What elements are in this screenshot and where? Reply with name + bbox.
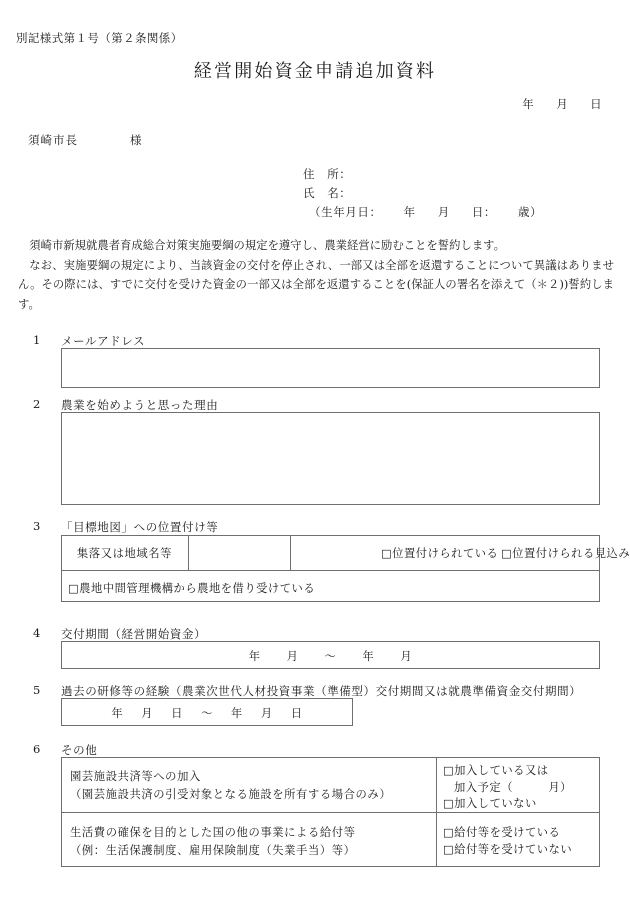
pledge-paragraph [18,236,614,314]
other-table-col-divider [436,757,437,867]
form-code: 別記様式第１号（第２条関係） [16,31,183,45]
horticultural-insurance-options [443,763,572,813]
address-label: 住 所： [303,167,352,181]
grant-period-year-to: 年 [362,650,375,663]
date-year-label: 年 [522,97,535,111]
target-map-table-col-divider-1 [188,535,189,570]
birthdate-age-label: 歳） [518,205,543,219]
addressee-honorific: 様 [130,133,143,147]
other-benefits-label-line-2: （例：生活保護制度、雇用保険制度（失業手当）等） [70,844,356,857]
date-line [522,96,602,112]
checkbox-not-enrolled[interactable]: □加入していない [443,797,537,810]
page-title: 経営開始資金申請追加資料 [193,61,437,82]
birthdate-year-label: 年 [403,205,416,219]
checkbox-receiving-benefits[interactable]: □給付等を受けている [443,826,561,839]
horticultural-insurance-label-line-2: （園芸施設共済の引受対象となる施設を所有する場合のみ） [70,788,392,801]
training-period-month-from: 月 [141,707,154,720]
grant-period-month-to: 月 [400,650,413,663]
section-6-label: その他 [61,743,98,757]
horticultural-insurance-label [70,768,391,804]
section-2-label: 農業を始めようと思った理由 [61,398,219,412]
address-row [303,165,542,184]
target-map-area-label: 集落又は地域名等 [76,547,173,560]
grant-period-fields [61,648,600,665]
grant-period-month-from: 月 [286,650,299,663]
birthdate-day-label: 日： [471,205,497,219]
section-5-number: 5 [33,683,41,697]
enrollment-planned-month[interactable]: 加入予定（ 月） [454,780,572,794]
grant-period-year-from: 年 [248,650,261,663]
training-period-month-to: 月 [260,707,273,720]
birthdate-row [303,203,542,222]
birthdate-month-label: 月 [437,205,450,219]
addressee [28,132,143,148]
birthdate-prefix: （生年月日： [309,205,382,219]
other-benefits-label-line-1: 生活費の確保を目的とした国の他の事業による給付等 [70,826,356,839]
target-map-table-row-divider [61,570,600,571]
section-5-label: 過去の研修等の経験（農業次世代人材投資事業（準備型）交付期間又は就農準備資金交付期間） [61,684,582,698]
name-label: 氏 名： [303,186,352,200]
training-period-year-to: 年 [230,707,243,720]
training-period-day-to: 日 [290,707,303,720]
checkbox-positioning-expected[interactable]: □位置付けられる見込み [501,547,630,560]
section-1-number: 1 [33,333,41,347]
training-period-tilde: ～ [201,707,213,720]
pledge-line-2: なお、実施要綱の規定により、当該資金の交付を停止され、一部又は全部を返還することについて異議はありません。その際には、すでに交付を受けた資金の一部又は全部を返還することを(保証人の署名を添えて（＊２))誓約します。 [18,258,614,311]
section-4-number: 4 [33,626,41,640]
section-2-number: 2 [33,397,41,411]
other-benefits-options [443,824,572,858]
other-benefits-label [70,824,356,860]
training-period-year-from: 年 [111,707,124,720]
date-day-label: 日 [590,97,602,111]
addressee-name: 須崎市長 [28,133,78,147]
checkbox-farmland-bank-lease[interactable]: □農地中間管理機構から農地を借り受けている [68,582,316,595]
checkbox-positioned[interactable]: □位置付けられている [381,547,499,560]
checkbox-enrolled-or-planned[interactable]: □加入している又は [443,764,549,777]
reason-input-box[interactable] [61,412,600,505]
applicant-block [303,165,542,222]
email-input-box[interactable] [61,348,600,388]
checkbox-not-receiving-benefits[interactable]: □給付等を受けていない [443,843,573,856]
section-1-label: メールアドレス [61,334,146,348]
section-6-number: 6 [33,742,41,756]
horticultural-insurance-label-line-1: 園芸施設共済等への加入 [70,770,201,783]
training-period-day-from: 日 [171,707,184,720]
section-4-label: 交付期間（経営開始資金） [61,627,207,641]
pledge-line-1: 須崎市新規就農者育成総合対策実施要綱の規定を遵守し、農業経営に励むことを誓約します。 [29,239,505,252]
date-month-label: 月 [556,97,569,111]
section-3-number: 3 [33,519,41,533]
grant-period-tilde: ～ [324,650,337,663]
name-row [303,184,542,203]
target-map-table-col-divider-2 [290,535,291,570]
training-period-fields [61,705,353,722]
section-3-label: 「目標地図」への位置付け等 [61,520,219,534]
